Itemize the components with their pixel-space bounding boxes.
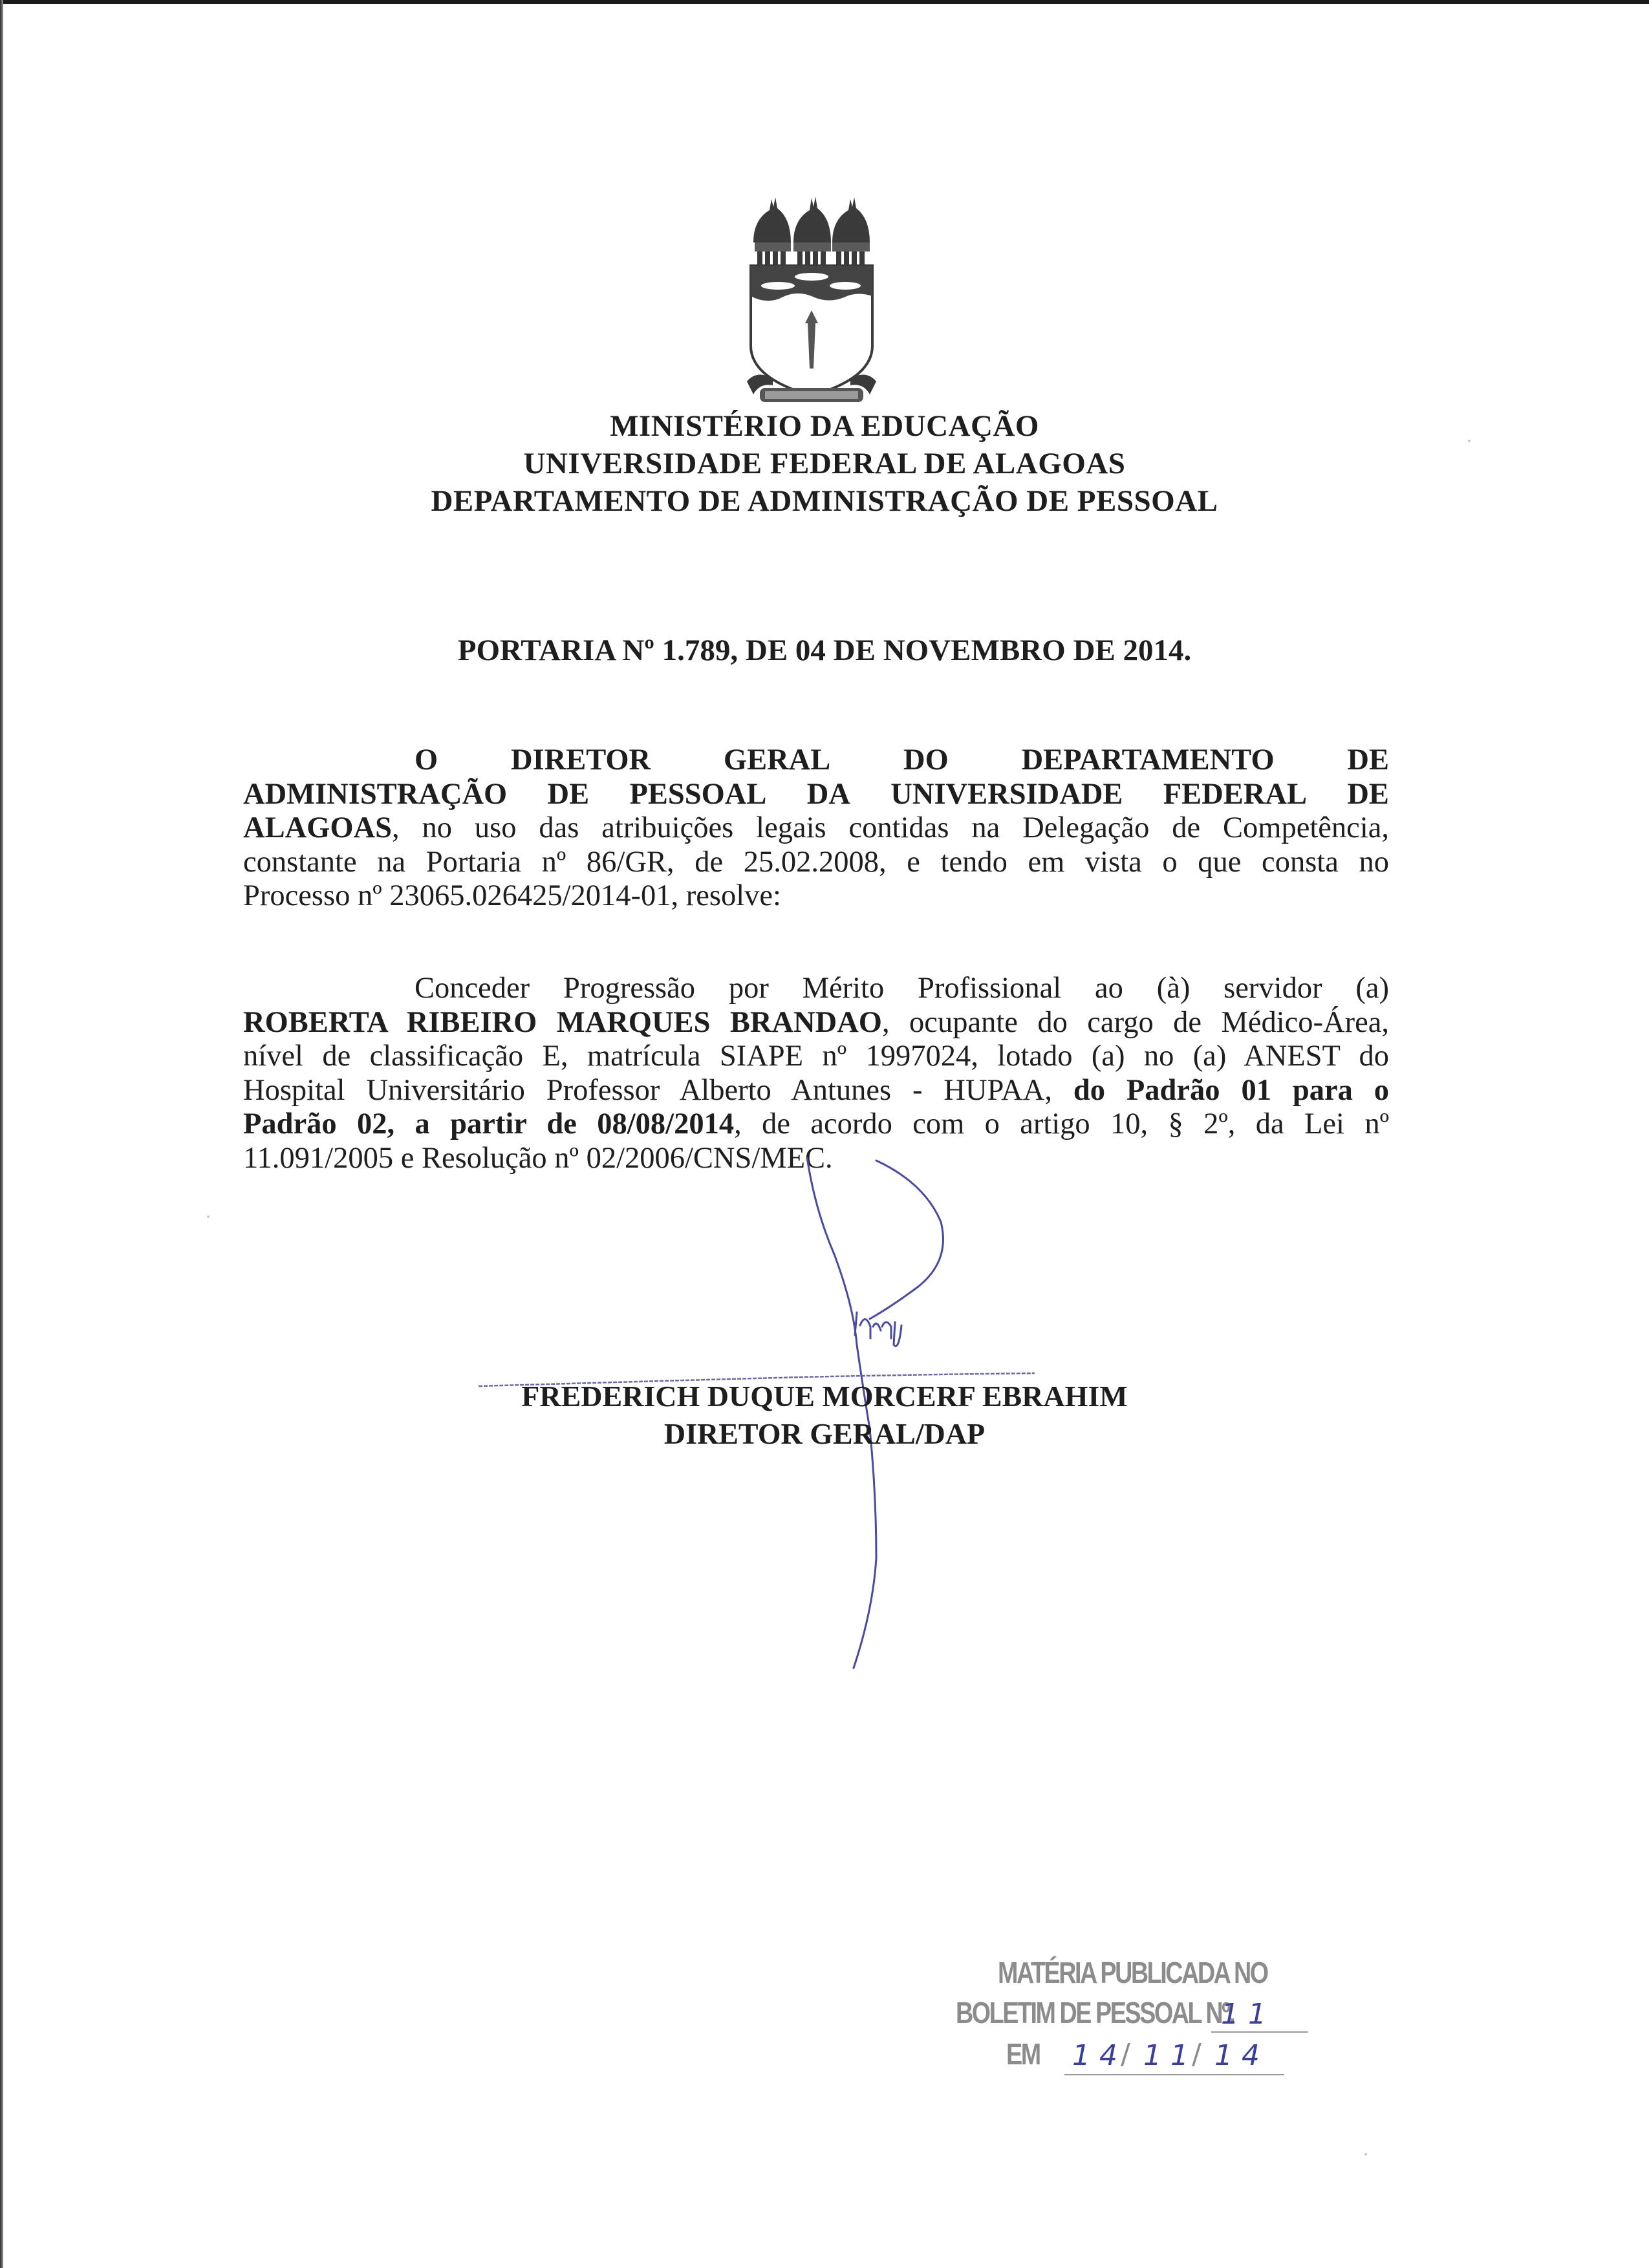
scan-speck — [207, 1215, 210, 1218]
resolution-paragraph — [243, 972, 1389, 1175]
progression-to-bold: Padrão 02, a partir de 08/08/2014 — [243, 1107, 735, 1140]
resolution-line-4 — [243, 1074, 1389, 1108]
stamp-date-separator: / — [1121, 2038, 1139, 2071]
preamble-word: DE — [1347, 744, 1389, 776]
stamp-date-day: 14 — [1072, 2039, 1126, 2072]
signatory-title: DIRETOR GERAL/DAP — [663, 1417, 986, 1450]
scan-border-top — [0, 0, 1649, 4]
resolution-text: Hospital Universitário Professor Alberto Antunes - HUPAA, — [243, 1073, 1073, 1107]
stamp-boletim-underline — [1211, 2031, 1308, 2033]
department-name: DEPARTAMENTO DE ADMINISTRAÇÃO DE PESSOAL — [431, 484, 1218, 518]
preamble-line-5: Processo nº 23065.026425/2014-01, resolve: — [243, 879, 781, 912]
resolution-line-3: nível de classificação E, matrícula SIAPE nº 1997024, lotado (a) no (a) ANEST do — [243, 1040, 1389, 1073]
crest-tower-center — [793, 197, 831, 266]
document-header — [194, 407, 1455, 520]
stamp-line-3: EM — [1006, 2037, 1040, 2071]
preamble-word: FEDERAL — [1163, 777, 1307, 811]
stamp-date-year: 14 — [1214, 2039, 1269, 2072]
signatory-block — [194, 1378, 1455, 1453]
progression-from-bold: do Padrão 01 para o — [1073, 1073, 1390, 1107]
preamble-word: ADMINISTRAÇÃO — [243, 777, 508, 811]
preamble-word: PESSOAL — [629, 777, 767, 811]
stamp-line-1: MATÉRIA PUBLICADA NO — [998, 1956, 1267, 1989]
preamble-paragraph — [243, 744, 1389, 914]
preamble-word: DIRETOR — [510, 744, 651, 776]
preamble-line-1 — [243, 744, 1389, 778]
preamble-word: O — [415, 744, 438, 776]
preamble-word: DA — [806, 777, 850, 811]
stamp-date-month: 11 — [1143, 2039, 1198, 2072]
preamble-line-3 — [243, 811, 1389, 846]
crest-tower-left — [753, 197, 791, 266]
preamble-word: GERAL — [723, 744, 831, 776]
employee-name: ROBERTA RIBEIRO MARQUES BRANDAO — [243, 1005, 882, 1039]
preamble-word: DE — [547, 777, 590, 811]
scan-border-left — [0, 0, 3, 2268]
resolution-line-6: 11.091/2005 e Resolução nº 02/2006/CNS/MEC. — [243, 1141, 833, 1175]
institution-name-bold: ALAGOAS — [243, 811, 392, 844]
ordinance-title: PORTARIA Nº 1.789, DE 04 DE NOVEMBRO DE 2014. — [457, 634, 1192, 667]
resolution-line-1: Conceder Progressão por Mérito Profissional ao (à) servidor (a) — [415, 972, 1389, 1005]
preamble-word: DEPARTAMENTO — [1021, 744, 1275, 776]
resolution-text: , de acordo com o artigo 10, § 2º, da Lei nº — [734, 1107, 1390, 1140]
preamble-line-4: constante na Portaria nº 86/GR, de 25.02.2008, e tendo em vista o que consta no — [243, 845, 1389, 879]
resolution-line-5 — [243, 1107, 1389, 1142]
university-crest-logo — [747, 194, 876, 407]
publication-stamp — [956, 1955, 1318, 2091]
preamble-word: DE — [1347, 777, 1389, 811]
signatory-name: FREDERICH DUQUE MORCERF EBRAHIM — [521, 1380, 1128, 1413]
resolution-line-2 — [243, 1006, 1389, 1040]
stamp-line-2: BOLETIM DE PESSOAL Nº. — [956, 1996, 1234, 2029]
stamp-date-underline — [1064, 2074, 1284, 2075]
crest-tower-right — [832, 197, 870, 266]
preamble-word: UNIVERSIDADE — [890, 777, 1123, 811]
preamble-line-2 — [243, 778, 1389, 812]
scan-speck — [1468, 440, 1471, 442]
preamble-word: DO — [903, 744, 949, 776]
resolution-text: , ocupante do cargo de Médico-Área, — [881, 1005, 1389, 1039]
stamp-date-separator: / — [1192, 2038, 1211, 2071]
ministry-name: MINISTÉRIO DA EDUCAÇÃO — [610, 409, 1039, 443]
preamble-text: , no uso das atribuições legais contidas na Delegação de Competência, — [391, 811, 1389, 844]
stamp-boletim-number: 11 — [1221, 1998, 1275, 2031]
scan-speck — [1364, 2153, 1367, 2156]
university-name: UNIVERSIDADE FEDERAL DE ALAGOAS — [523, 447, 1126, 480]
